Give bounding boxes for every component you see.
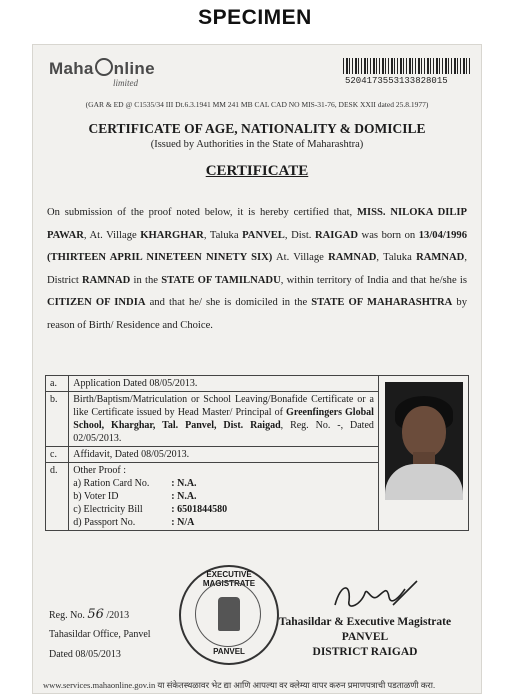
proof-text-part: Birth/Baptism/Matriculation or School Leaving/Bonafide Certificate or a like Certificate issued by Head Master/ Principal of xyxy=(73,394,374,418)
school-name: Greenfingers Global School, Kharghar, Tal. Panvel, Dist. Raigad xyxy=(73,407,374,431)
certificate-title: CERTIFICATE OF AGE, NATIONALITY & DOMICILE xyxy=(88,121,426,136)
signature-icon xyxy=(331,575,421,617)
proof-index: a. xyxy=(46,376,69,392)
photo-shirt xyxy=(385,464,463,500)
body-text: , At. Village xyxy=(83,229,141,241)
certificate-heading: CERTIFICATE xyxy=(205,163,309,179)
stamp-top-text: EXECUTIVE MAGISTRATE xyxy=(202,570,256,588)
date-of-birth: 13/04/1996 (THIRTEEN APRIL NINETEEN NINETY SIX) xyxy=(47,229,467,263)
body-text: by reason of Birth/ Residence and Choice. xyxy=(47,297,467,331)
body-text: was born on xyxy=(357,229,419,241)
proof-item-label: b) Voter ID xyxy=(73,491,119,502)
reg-number: 56 xyxy=(87,607,104,622)
holder-name: MISS. NILOKA DILIP PAWAR xyxy=(47,207,468,241)
proof-item-value: : 6501844580 xyxy=(171,504,228,515)
body-text: , Taluka xyxy=(376,252,417,263)
logo-text-a: Maha xyxy=(49,59,94,78)
other-proof-item xyxy=(73,516,374,529)
village: KHARGHAR xyxy=(140,229,204,241)
body-text: , Taluka xyxy=(203,229,243,241)
proof-row xyxy=(46,376,469,392)
proof-text-part: , Reg. No. -, Dated 02/05/2013. xyxy=(73,420,374,444)
logo-subtext: limited xyxy=(113,78,138,88)
proof-text: Application Dated 08/05/2013. xyxy=(69,376,379,392)
certificate-sheet xyxy=(32,44,482,694)
stamp-bottom-text: PANVEL xyxy=(213,647,245,656)
other-proof-item xyxy=(73,503,374,516)
photo-face xyxy=(402,406,446,458)
birth-taluka: RAMNAD xyxy=(416,252,465,263)
proof-item-value: : N.A. xyxy=(171,478,197,489)
certificate-body xyxy=(47,202,467,337)
body-text: , Dist. xyxy=(284,229,315,241)
signing-authority xyxy=(265,615,465,660)
issue-date: Dated 08/05/2013 xyxy=(49,649,121,660)
district: RAIGAD xyxy=(315,229,358,241)
proof-text xyxy=(69,392,379,447)
mahaonline-logo xyxy=(49,58,155,79)
other-proof-label: Other Proof : xyxy=(73,465,127,476)
registration-number xyxy=(49,607,129,622)
proof-item-label: c) Electricity Bill xyxy=(73,504,143,515)
authority-district: DISTRICT RAIGAD xyxy=(312,646,418,658)
other-proof-item xyxy=(73,490,374,503)
proof-index: b. xyxy=(46,392,69,447)
proof-item-value: : N.A. xyxy=(171,491,197,502)
body-text: , within territory of India and that he/she is xyxy=(280,274,467,286)
specimen-watermark: SPECIMEN xyxy=(198,6,312,29)
birth-district: RAMNAD xyxy=(82,274,131,286)
body-text: At. Village xyxy=(272,252,329,263)
proof-index: d. xyxy=(46,463,69,531)
other-proof-item xyxy=(73,477,374,490)
taluka: PANVEL xyxy=(242,229,285,241)
barcode-number: 5204173553133828015 xyxy=(345,76,448,86)
reference-line: (GAR & ED @ C1535/34 III Dt.6.3.1941 MM 241 MB CAL CAD NO MIS-31-76, DESK XXII dated 25.8.1977) xyxy=(85,100,429,109)
applicant-photo xyxy=(385,382,463,500)
proof-table xyxy=(45,375,469,531)
proof-item-value: : N/A xyxy=(171,517,195,528)
photo-cell xyxy=(378,376,468,531)
body-text: in the xyxy=(130,274,162,286)
citizenship: CITIZEN OF INDIA xyxy=(47,297,146,308)
reg-label: Reg. No. xyxy=(49,610,85,621)
official-stamp xyxy=(179,565,279,665)
logo-text-b: nline xyxy=(113,59,155,78)
birth-state: STATE OF TAMILNADU xyxy=(161,274,281,286)
proof-item-label: d) Passport No. xyxy=(73,517,136,528)
proof-text xyxy=(69,463,379,531)
logo-emblem-icon xyxy=(95,58,113,76)
body-text: On submission of the proof noted below, it is hereby certified that, xyxy=(47,207,358,218)
body-text: and that he/ she is domiciled in the xyxy=(145,297,312,308)
body-text: , District xyxy=(47,252,467,286)
proof-index: c. xyxy=(46,447,69,463)
proof-text: Affidavit, Dated 08/05/2013. xyxy=(69,447,379,463)
issuing-office: Tahasildar Office, Panvel xyxy=(49,629,151,640)
reg-year: /2013 xyxy=(106,610,130,621)
birth-village: RAMNAD xyxy=(328,252,377,263)
authority-place: PANVEL xyxy=(341,631,389,643)
authority-title: Tahasildar & Executive Magistrate xyxy=(278,616,452,628)
domicile-state: STATE OF MAHARASHTRA xyxy=(311,297,453,308)
proof-item-label: a) Ration Card No. xyxy=(73,478,150,489)
national-emblem-icon xyxy=(218,597,240,631)
certificate-subtitle: (Issued by Authorities in the State of Maharashtra) xyxy=(150,139,364,150)
barcode xyxy=(343,58,471,74)
footer-verification-note: www.services.mahaonline.gov.in या संकेतस्थळावर भेट द्या आणि आपल्या वर क्लेम्या वापर करुन प्रमाणपत्राची पडताळणी करा. xyxy=(43,680,436,690)
